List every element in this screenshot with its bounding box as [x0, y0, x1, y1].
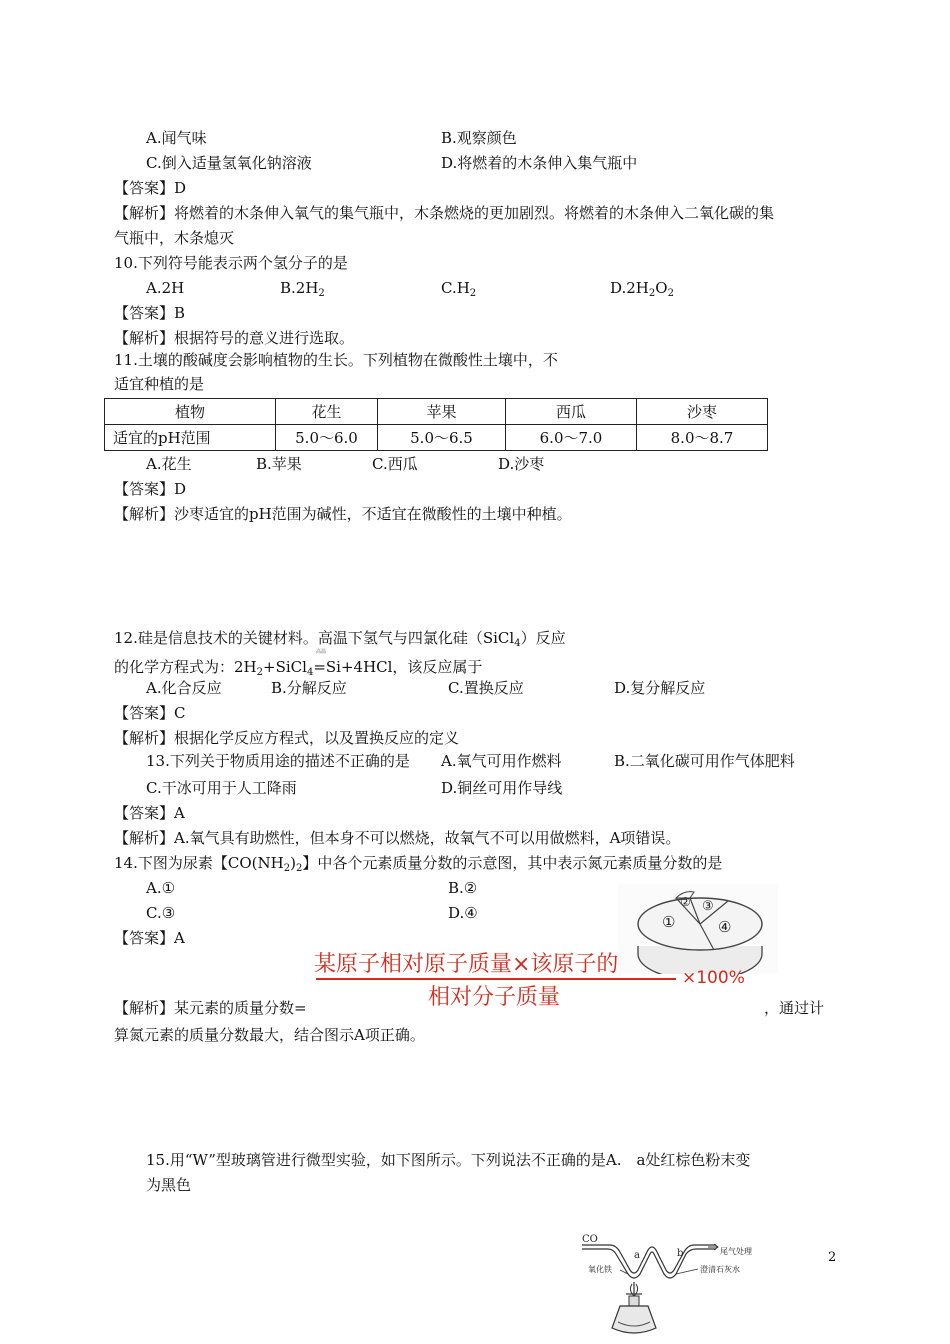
- q11-option-c: C.西瓜: [372, 455, 418, 473]
- q11-option-a: A.花生: [146, 455, 192, 473]
- q12-stem-line1: 12.硅是信息技术的关键材料。高温下氢气与四氯化硅（SiCl$_4$）反应: [114, 629, 566, 649]
- urea-mass-fraction-pie-diagram: [618, 884, 778, 974]
- q14-option-c: C.③: [146, 904, 176, 922]
- q10-option-c: $C.H_2$: [441, 279, 477, 299]
- point-a-label: a: [634, 1250, 640, 1261]
- q13-stem: 13.下列关于物质用途的描述不正确的是: [146, 752, 410, 770]
- q11-option-d: D.沙枣: [498, 455, 545, 473]
- pie-label-3: ③: [702, 899, 714, 914]
- table-cell: 沙枣: [637, 399, 768, 425]
- q11-option-b: B.苹果: [256, 455, 302, 473]
- table-header-row: [105, 399, 768, 425]
- q14-explanation-line2: 算氮元素的质量分数最大，结合图示A项正确。: [114, 1026, 425, 1044]
- q14-stem: 14.下图为尿素【$CO(NH_2)_2$】中各个元素质量分数的示意图，其中表示氮元素质量分数的是: [114, 854, 723, 874]
- q9-explanation-line1: 【解析】将燃着的木条伸入氧气的集气瓶中，木条燃烧的更加剧烈。将燃着的木条伸入二氧化碳的集: [114, 204, 775, 222]
- formula-denominator: 相对分子质量: [428, 985, 561, 1010]
- q15-stem-line2: 为黑色: [146, 1176, 192, 1194]
- q10-answer: 【答案】B: [114, 304, 186, 322]
- pie-label-1: ①: [662, 913, 676, 931]
- q13-option-d: D.铜丝可用作导线: [441, 779, 563, 797]
- q14-option-a: A.①: [146, 879, 176, 897]
- q10-option-d: $D.2H_2O_2$: [610, 279, 674, 299]
- q14-explanation-line1-start: 【解析】某元素的质量分数=: [114, 999, 307, 1017]
- q14-option-d: D.④: [448, 904, 478, 922]
- q13-option-a: A.氧气可用作燃料: [441, 752, 562, 770]
- q9-option-c: C.倒入适量氢氧化钠溶液: [146, 154, 312, 172]
- co-label: CO: [582, 1234, 598, 1245]
- q11-stem-line1: 11.土壤的酸碱度会影响植物的生长。下列植物在微酸性土壤中，不: [114, 351, 558, 369]
- q9-option-b: B.观察颜色: [441, 129, 517, 147]
- q14-option-b: B.②: [448, 879, 478, 897]
- q10-stem: 10.下列符号能表示两个氢分子的是: [114, 254, 348, 272]
- q13-option-c: C.干冰可用于人工降雨: [146, 779, 297, 797]
- q13-explanation: 【解析】A.氧气具有助燃性，但本身不可以燃烧，故氧气不可以用做燃料，A项错误。: [114, 829, 681, 847]
- q13-option-b: B.二氧化碳可用作气体肥料: [614, 752, 795, 770]
- point-b-label: b: [677, 1248, 684, 1259]
- pie-label-4: ④: [718, 918, 732, 936]
- q12-answer: 【答案】C: [114, 704, 186, 722]
- page-number: 2: [828, 1250, 837, 1265]
- table-row: [105, 425, 768, 451]
- q9-option-d: D.将燃着的木条伸入集气瓶中: [441, 154, 638, 172]
- formula-percent: ×100%: [682, 968, 745, 988]
- q13-answer: 【答案】A: [114, 804, 185, 822]
- q9-option-a: A.闻气味: [146, 129, 207, 147]
- q12-stem-line2: 的化学方程式为：$2H_2+SiCl_4=Si+4HCl$，该反应属于: [114, 658, 483, 678]
- formula-numerator: 某原子相对原子质量×该原子的: [314, 952, 619, 977]
- q11-stem-line2: 适宜种植的是: [114, 375, 205, 393]
- q10-explanation: 【解析】根据符号的意义进行选取。: [114, 329, 355, 347]
- q12-option-c: C.置换反应: [448, 679, 524, 697]
- q9-explanation-line2: 气瓶中，木条熄灭: [114, 229, 235, 247]
- q12-option-d: D.复分解反应: [614, 679, 706, 697]
- table-cell: 适宜的pH范围: [105, 425, 276, 451]
- q10-option-a: A.2H: [146, 279, 185, 297]
- w-tube-apparatus-diagram: [580, 1232, 780, 1342]
- q14-explanation-line1-end: ，通过计: [764, 999, 825, 1017]
- iron-oxide-label: 氧化铁: [588, 1265, 612, 1274]
- q15-stem-line1: 15.用“W”型玻璃管进行微型实验，如下图所示。下列说法不正确的是A. a处红棕色粉末变: [146, 1151, 751, 1169]
- q14-answer: 【答案】A: [114, 929, 185, 947]
- table-cell: 6.0～7.0: [506, 425, 637, 451]
- pie-label-2: ②: [680, 895, 691, 909]
- limewater-label: 澄清石灰水: [700, 1265, 740, 1274]
- table-cell: 花生: [276, 399, 378, 425]
- q12-explanation: 【解析】根据化学反应方程式，以及置换反应的定义: [114, 729, 460, 747]
- table-cell: 8.0～8.7: [637, 425, 768, 451]
- table-cell: 5.0～6.0: [276, 425, 378, 451]
- q11-explanation: 【解析】沙枣适宜的pH范围为碱性，不适宜在微酸性的土壤中种植。: [114, 505, 572, 523]
- table-cell: 植物: [105, 399, 276, 425]
- q11-answer: 【答案】D: [114, 480, 187, 498]
- q9-answer: 【答案】D: [114, 179, 187, 197]
- table-cell: 5.0～6.5: [378, 425, 506, 451]
- reaction-condition-label: 高温: [316, 649, 327, 655]
- ph-range-table: [104, 398, 768, 451]
- q12-option-a: A.化合反应: [146, 679, 222, 697]
- table-cell: 西瓜: [506, 399, 637, 425]
- table-cell: 苹果: [378, 399, 506, 425]
- q12-option-b: B.分解反应: [271, 679, 347, 697]
- tail-gas-label: 尾气处理: [720, 1247, 752, 1256]
- q10-option-b: $B.2H_2$: [280, 279, 325, 299]
